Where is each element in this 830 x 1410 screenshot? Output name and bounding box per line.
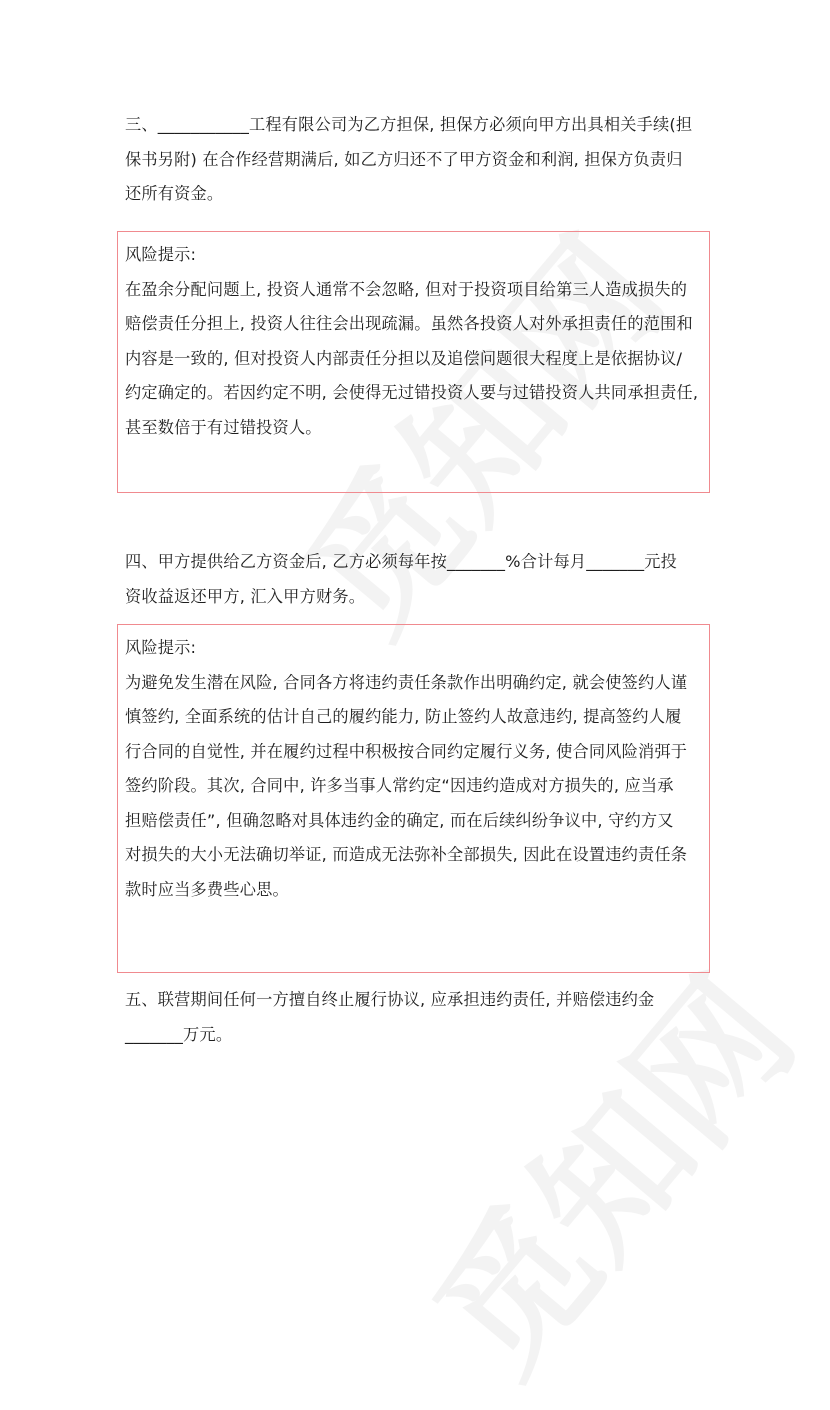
risk-notice-line: 慎签约, 全面系统的估计自己的履约能力, 防止签约人故意违约, 提高签约人履 bbox=[125, 707, 682, 726]
clause-3-line: 还所有资金。 bbox=[125, 184, 224, 203]
risk-notice-line: 款时应当多费些心思。 bbox=[125, 879, 289, 899]
clause-5-line: 五、联营期间任何一方擅自终止履行协议, 应承担违约责任, 并赔偿违约金 bbox=[125, 990, 655, 1009]
clause-4-line: 四、甲方提供给乙方资金后, 乙方必须每年按_______%合计每月_______元投 bbox=[125, 552, 678, 571]
clause-5-line: _______万元。 bbox=[125, 1024, 233, 1044]
risk-notice-1-content bbox=[118, 232, 709, 445]
risk-notice-title: 风险提示: bbox=[125, 638, 197, 657]
risk-notice-line: 甚至数倍于有过错投资人。 bbox=[125, 417, 322, 437]
risk-notice-box-2 bbox=[117, 624, 710, 973]
risk-notice-line: 内容是一致的, 但对投资人内部责任分担以及追偿问题很大程度上是依据协议/ bbox=[125, 348, 683, 368]
risk-notice-title: 风险提示: bbox=[125, 245, 197, 264]
clause-5 bbox=[125, 983, 713, 1052]
clause-3-line: 三、___________工程有限公司为乙方担保, 担保方必须向甲方出具相关手续(担 bbox=[125, 115, 693, 134]
risk-notice-2-content bbox=[118, 625, 709, 907]
risk-notice-line: 行合同的自觉性, 并在履约过程中积极按合同约定履行义务, 使合同风险消弭于 bbox=[125, 741, 688, 761]
risk-notice-line: 为避免发生潜在风险, 合同各方将违约责任条款作出明确约定, 就会使签约人谨 bbox=[125, 672, 688, 692]
risk-notice-line: 在盈余分配问题上, 投资人通常不会忽略, 但对于投资项目给第三人造成损失的 bbox=[125, 279, 688, 299]
clause-4-line: 资收益返还甲方, 汇入甲方财务。 bbox=[125, 586, 366, 606]
clause-3 bbox=[125, 108, 713, 212]
risk-notice-line: 赔偿责任分担上, 投资人往往会出现疏漏。虽然各投资人对外承担责任的范围和 bbox=[125, 314, 693, 333]
risk-notice-line: 对损失的大小无法确切举证, 而造成无法弥补全部损失, 因此在设置违约责任条 bbox=[125, 845, 688, 864]
risk-notice-line: 担赔偿责任”, 但确忽略对具体违约金的确定, 而在后续纠纷争议中, 守约方又 bbox=[125, 810, 674, 830]
risk-notice-box-1 bbox=[117, 231, 710, 493]
risk-notice-line: 签约阶段。其次, 合同中, 许多当事人常约定“因违约造成对方损失的, 应当承 bbox=[125, 776, 674, 795]
risk-notice-line: 约定确定的。若因约定不明, 会使得无过错投资人要与过错投资人共同承担责任, bbox=[125, 383, 699, 402]
clause-3-line: 保书另附) 在合作经营期满后, 如乙方归还不了甲方资金和利润, 担保方负责归 bbox=[125, 149, 683, 169]
clause-4 bbox=[125, 545, 713, 614]
